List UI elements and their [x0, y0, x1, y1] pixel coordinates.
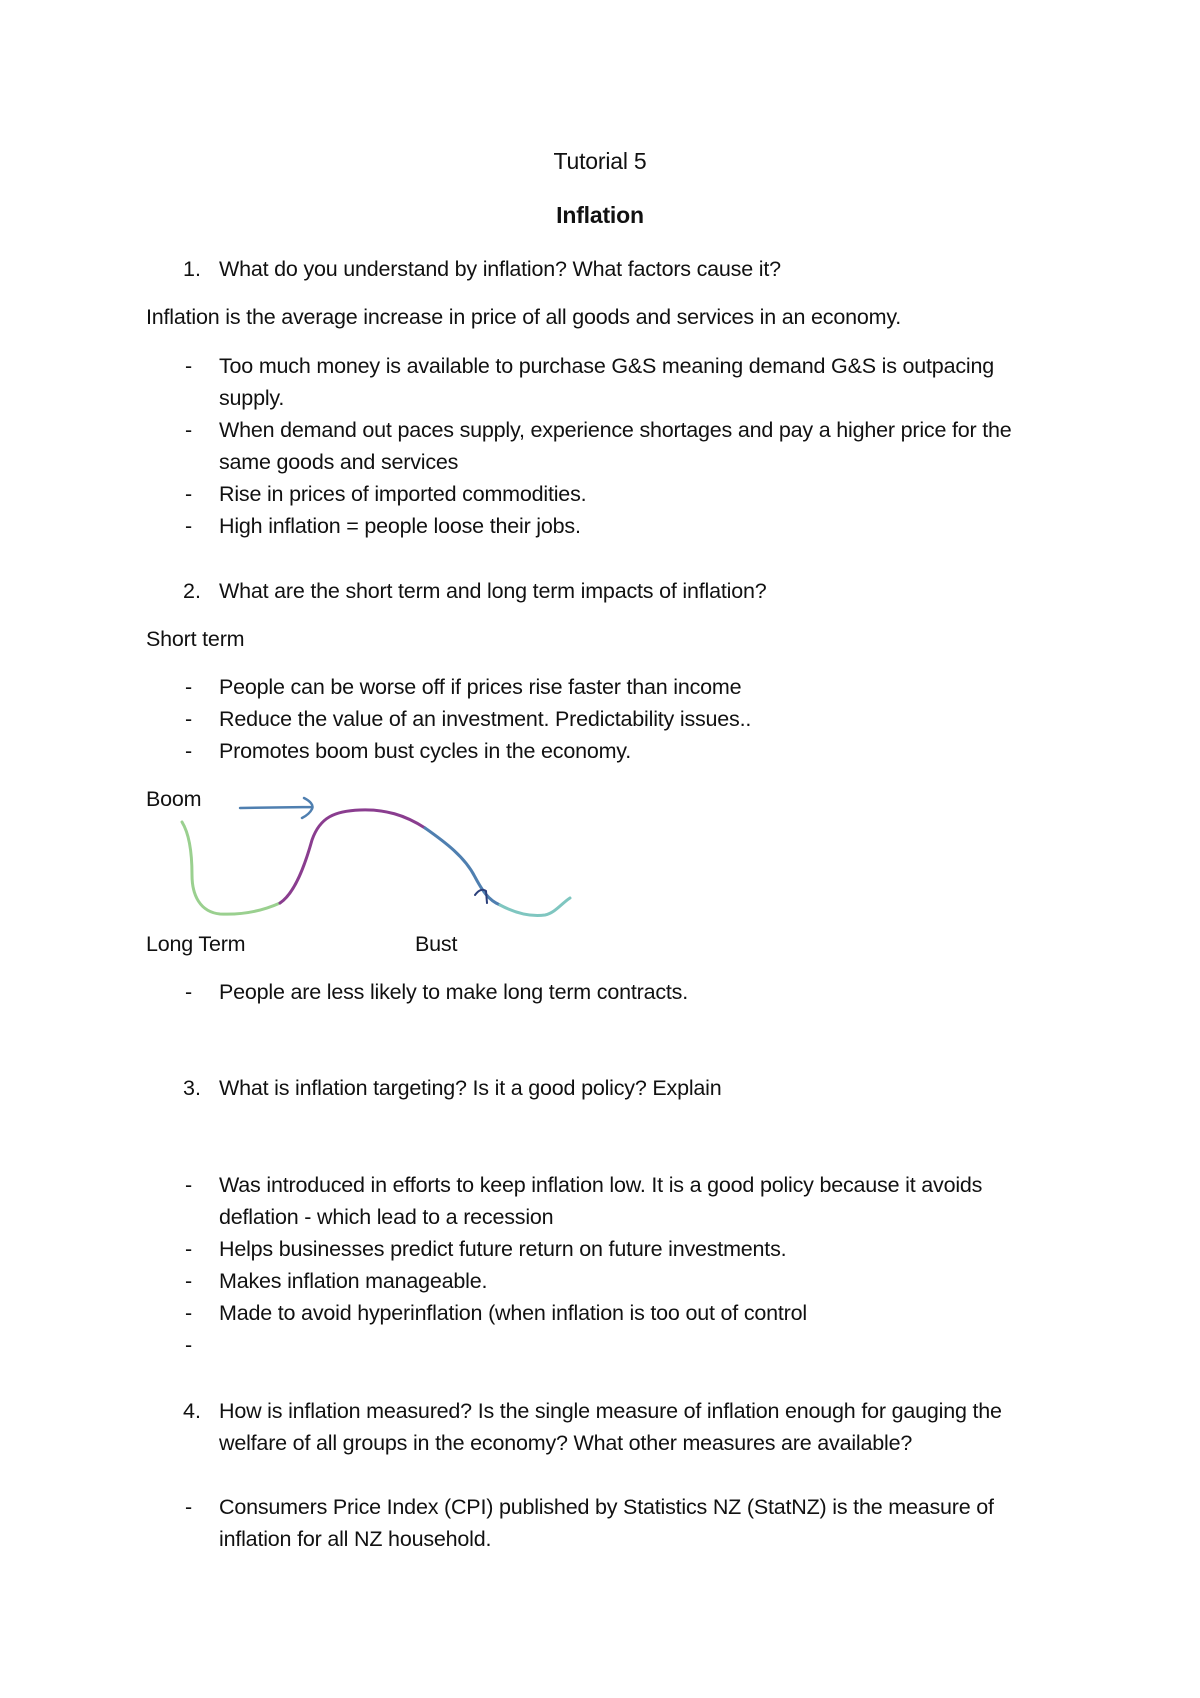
sketch-boom-label: Boom: [146, 787, 202, 811]
bullet-text: People can be worse off if prices rise faster than income: [219, 675, 742, 699]
sketch-bust-label: Bust: [415, 932, 458, 956]
bullet-text: High inflation = people loose their jobs.: [219, 514, 581, 538]
sketch-curve-blue: [425, 828, 500, 905]
bullet-text: Too much money is available to purchase G&S meaning demand G&S is outpacing: [219, 354, 994, 378]
arrow-right-icon: [240, 798, 313, 818]
bullet-dash: -: [185, 739, 193, 763]
bullet-text: Makes inflation manageable.: [219, 1269, 488, 1293]
sketch-curve-teal: [500, 898, 570, 916]
bullet-dash: -: [185, 1495, 193, 1519]
bullet-dash: -: [185, 482, 193, 506]
bullet-text: Was introduced in efforts to keep inflation low. It is a good policy because it avoids: [219, 1173, 983, 1197]
bullet-dash: -: [185, 1173, 193, 1197]
bullet-dash: -: [185, 418, 193, 442]
question-text: What do you understand by inflation? What factors cause it?: [219, 257, 781, 281]
bullet-dash: -: [185, 707, 193, 731]
bullet-text-cont: same goods and services: [219, 450, 459, 474]
bullet-dash: -: [185, 1237, 193, 1261]
question-text: What is inflation targeting? Is it a good policy? Explain: [219, 1076, 722, 1100]
sketch-curve-green: [182, 822, 280, 914]
page-subtitle: Inflation: [556, 202, 644, 228]
caret-up-icon: [475, 890, 487, 903]
short-term-label: Short term: [146, 627, 245, 651]
bullet-text: Consumers Price Index (CPI) published by Statistics NZ (StatNZ) is the measure of: [219, 1495, 994, 1519]
question-number: 3.: [183, 1076, 201, 1100]
question-number: 1.: [183, 257, 201, 281]
bullet-dash: -: [185, 1333, 193, 1357]
boom-bust-sketch: [170, 795, 610, 935]
bullet-text: When demand out paces supply, experience shortages and pay a higher price for the: [219, 418, 1012, 442]
bullet-text: Made to avoid hyperinflation (when inflation is too out of control: [219, 1301, 807, 1325]
bullet-dash: -: [185, 1301, 193, 1325]
bullet-text: People are less likely to make long term contracts.: [219, 980, 688, 1004]
bullet-dash: -: [185, 675, 193, 699]
bullet-text-cont: supply.: [219, 386, 285, 410]
bullet-text: Reduce the value of an investment. Predictability issues..: [219, 707, 752, 731]
bullet-dash: -: [185, 514, 193, 538]
page-title: Tutorial 5: [553, 148, 647, 174]
question-text-cont: welfare of all groups in the economy? What other measures are available?: [219, 1431, 913, 1455]
answer-intro: Inflation is the average increase in price of all goods and services in an economy.: [146, 305, 902, 329]
bullet-text-cont: deflation - which lead to a recession: [219, 1205, 554, 1229]
question-text: What are the short term and long term impacts of inflation?: [219, 579, 767, 603]
sketch-long-term-label: Long Term: [146, 932, 246, 956]
bullet-dash: -: [185, 980, 193, 1004]
question-text: How is inflation measured? Is the single measure of inflation enough for gauging the: [219, 1399, 1002, 1423]
sketch-curve-purple: [280, 810, 425, 903]
bullet-dash: -: [185, 354, 193, 378]
question-number: 2.: [183, 579, 201, 603]
question-number: 4.: [183, 1399, 201, 1423]
bullet-text-cont: inflation for all NZ household.: [219, 1527, 492, 1551]
bullet-text: Helps businesses predict future return on future investments.: [219, 1237, 787, 1261]
bullet-text: Promotes boom bust cycles in the economy.: [219, 739, 632, 763]
bullet-text: Rise in prices of imported commodities.: [219, 482, 587, 506]
bullet-dash: -: [185, 1269, 193, 1293]
